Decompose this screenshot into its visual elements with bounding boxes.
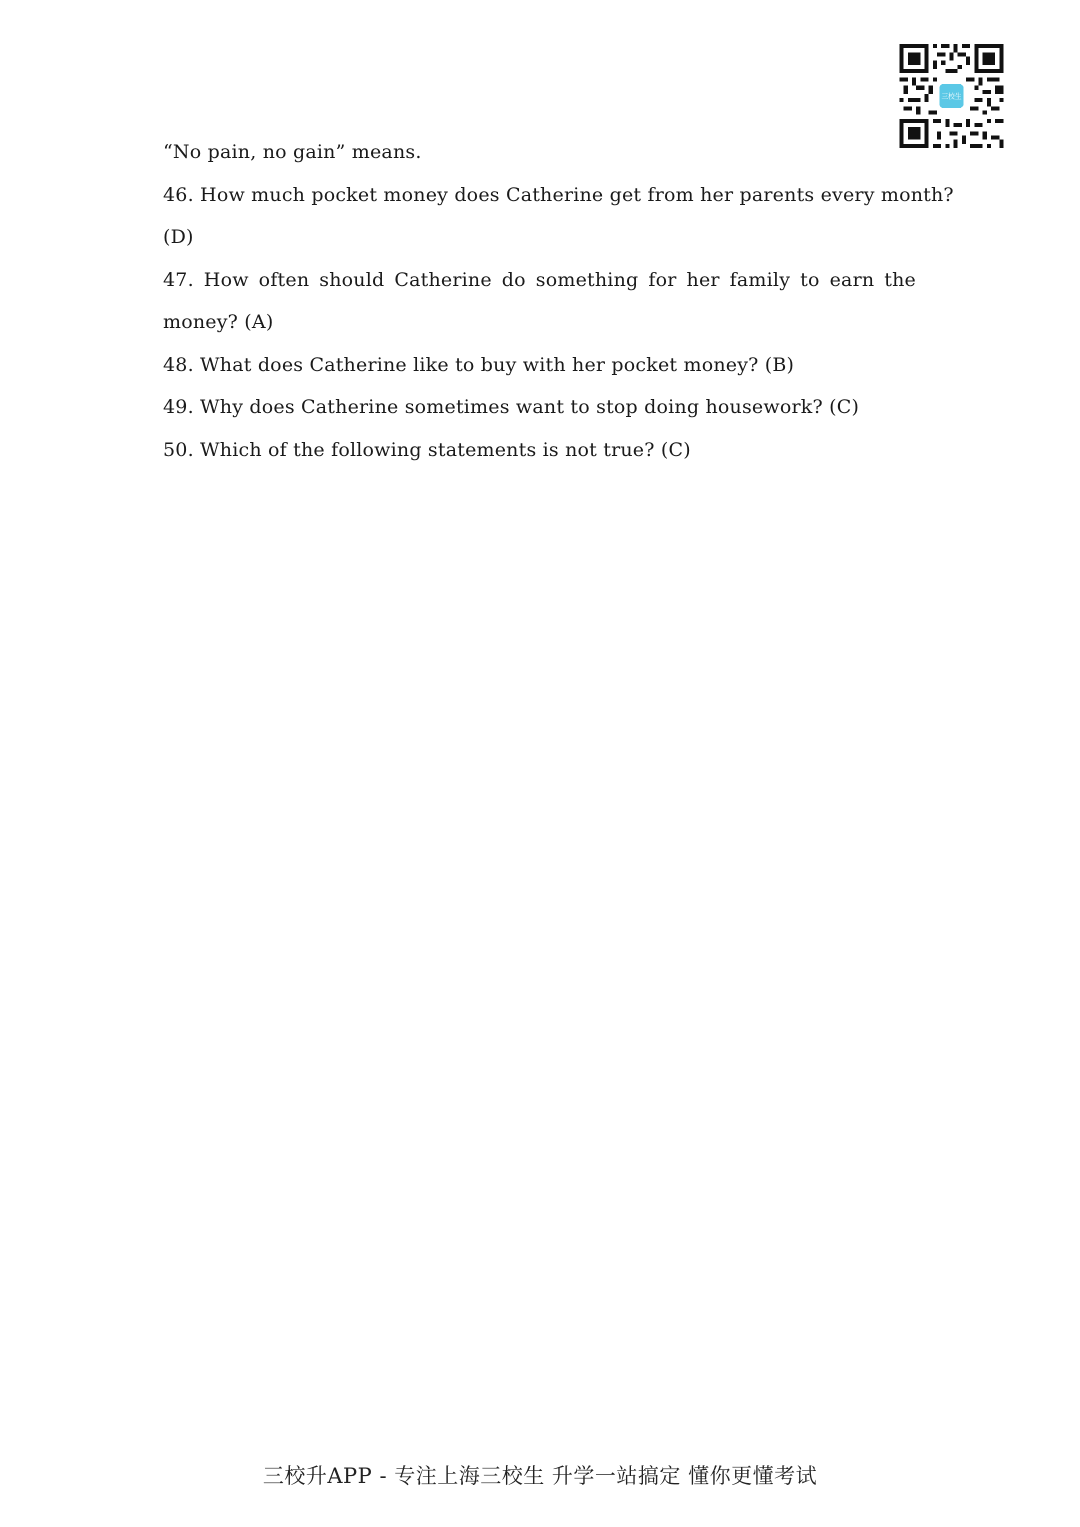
question-49: 49. Why does Catherine sometimes want to stop doing housework? (C) <box>163 396 860 418</box>
answer-46: (D) <box>163 226 194 248</box>
question-48: 48. What does Catherine like to buy with her pocket money? (B) <box>163 353 795 376</box>
answer-list <box>163 131 954 471</box>
question-47: 47. How often should Catherine do something for her family to earn the <box>163 268 916 291</box>
text-line: “No pain, no gain” means. <box>163 141 422 163</box>
question-50: 50. Which of the following statements is not true? (C) <box>163 438 691 461</box>
question-47-continued: money? (A) <box>163 311 274 333</box>
question-46: 46. How much pocket money does Catherine get from her parents every month? <box>163 183 954 206</box>
page-footer: 三校升APP - 专注上海三校生 升学一站搞定 懂你更懂考试 <box>262 1464 818 1488</box>
qr-logo-text: 三校生 <box>941 92 962 101</box>
